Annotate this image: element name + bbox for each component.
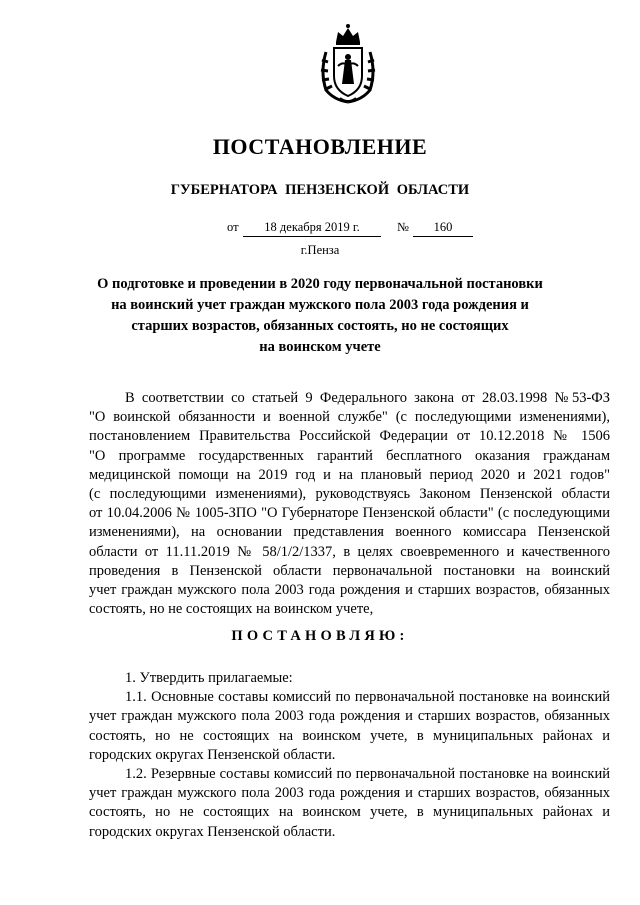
preamble-line: медицинской помощи на 2019 год и на плановый период 2020 и 2021 годов" [89,466,610,483]
document-heading [80,274,560,358]
preamble-line: "О воинской обязанности и военной службе" (с последующими изменениями), [89,409,610,426]
document-date: 18 декабря 2019 г. [243,220,381,237]
item-line: состоять, но не состоящих на воинском учете, в муниципальных районах и [89,727,610,744]
preamble-line: области от 11.11.2019 № 58/1/2/1337, в целях своевременного и качественного [89,543,610,560]
preamble-line: (с последующими изменениями), руководствуясь Законом Пензенской области [89,486,610,503]
item-line: учет граждан мужского пола 2003 года рождения и старших возрастов, обязанных [89,708,610,725]
date-prefix: от [227,220,239,234]
item-line: учет граждан мужского пола 2003 года рождения и старших возрастов, обязанных [89,785,610,802]
item-line: состоять, но не состоящих на воинском учете, в муниципальных районах и [89,804,610,821]
preamble-paragraph [89,389,610,619]
preamble-line: В соответствии со статьей 9 Федерального закона от 28.03.1998 №53-ФЗ [125,390,610,406]
preamble-line: проведения в Пензенской области первоначальной постановки на воинский [89,562,610,579]
heading-line: на воинский учет граждан мужского пола 2003 года рождения и [111,297,529,313]
decree-word: ПОСТАНОВЛЯЮ: [231,628,409,644]
preamble-line: от 10.04.2006 № 1005-ЗПО "О Губернаторе Пензенской области" (с последующими [89,505,610,522]
preamble-line: состоять, но не состоящих на воинском учете, [89,601,374,618]
heading-line: на воинском учете [259,339,381,355]
preamble-line: изменениями), на основании представления военного комиссара Пензенской [89,524,610,541]
resolution-items [89,669,610,842]
item-line: 1.2. Резервные составы комиссий по первоначальной постановке на воинский [125,766,610,783]
preamble-line: постановлением Правительства Российской Федерации от 10.12.2018 № 1506 [89,428,610,445]
heading-line: О подготовке и проведении в 2020 году первоначальной постановки [97,276,543,292]
item-line: 1.1. Основные составы комиссий по первоначальной постановке на воинский [125,689,610,706]
number-sign: № [397,220,409,234]
issuer-subtitle: ГУБЕРНАТОРА ПЕНЗЕНСКОЙ ОБЛАСТИ [170,182,470,198]
preamble-line: учет граждан мужского пола 2003 года рождения и старших возрастов, обязанных [89,582,610,599]
item-line: 1. Утвердить прилагаемые: [125,670,293,686]
city: г.Пенза [300,243,340,257]
heading-line: старших возрастов, обязанных состоять, но не состоящих [131,318,509,334]
coat-of-arms-icon [316,22,380,104]
item-line: городских округах Пензенской области. [89,823,336,840]
document-number: 160 [413,220,473,237]
document-title: ПОСТАНОВЛЕНИЕ [212,134,428,159]
preamble-line: "О программе государственных гарантий бесплатного оказания гражданам [89,447,610,464]
item-line: городских округах Пензенской области. [89,746,336,763]
